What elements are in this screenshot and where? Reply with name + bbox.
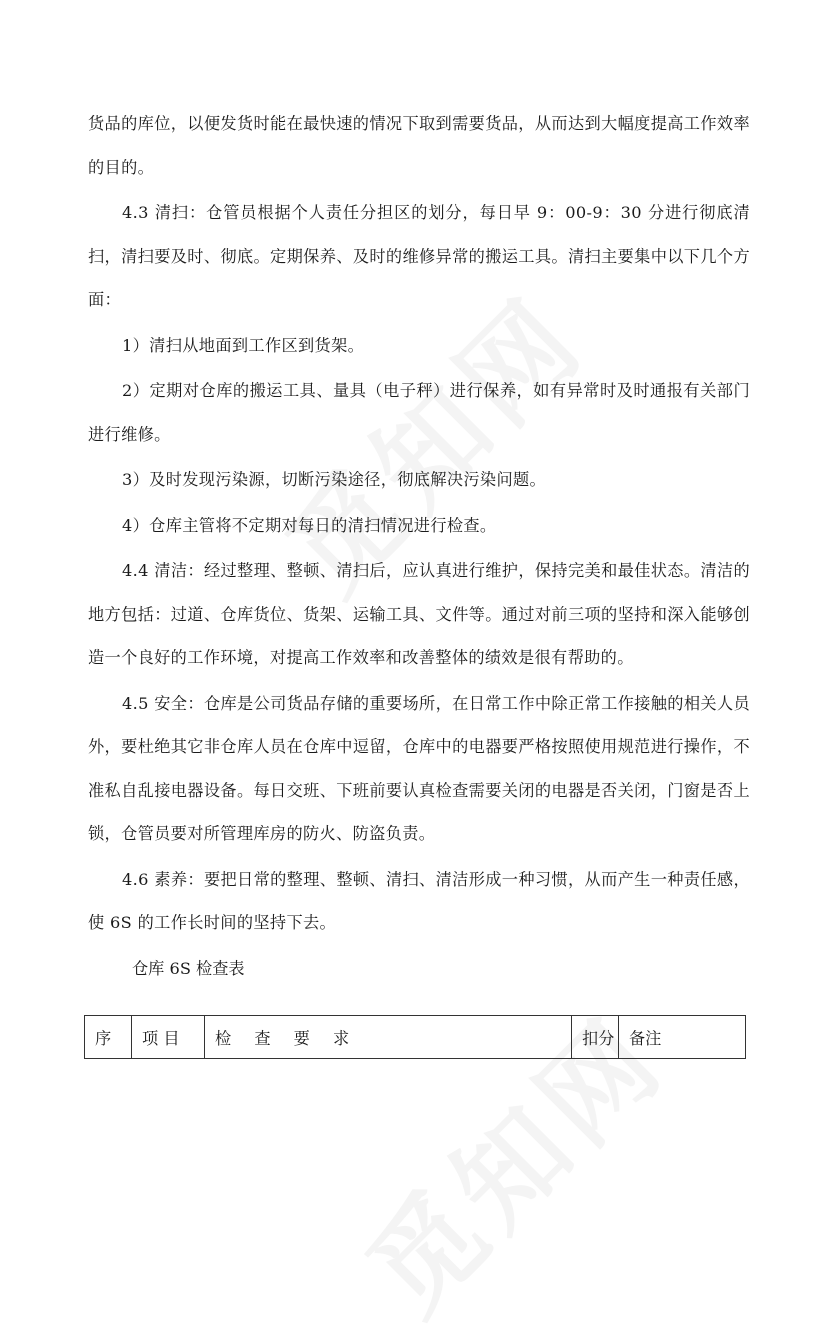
- paragraph-4-4-tidiness: 4.4 清洁：经过整理、整顿、清扫后，应认真进行维护，保持完美和最佳状态。清洁的地方包括：过道、仓库货位、货架、运输工具、文件等。通过对前三项的坚持和深入能够创造一个良好的工作环境，对提高工作效率和改善整体的绩效是很有帮助的。: [88, 561, 750, 667]
- header-deduction: 扣分: [572, 1016, 619, 1059]
- list-item-2: 2）定期对仓库的搬运工具、量具（电子秤）进行保养，如有异常时及时通报有关部门进行维修。: [88, 381, 750, 444]
- paragraph-4-6-discipline: 4.6 素养：要把日常的整理、整顿、清扫、清洁形成一种习惯，从而产生一种责任感，使 6S 的工作长时间的坚持下去。: [88, 869, 750, 932]
- header-item: 项 目: [132, 1016, 205, 1059]
- header-requirement: 检 查 要 求: [205, 1016, 572, 1059]
- list-item-1: 1）清扫从地面到工作区到货架。: [122, 335, 365, 355]
- table-title: 仓库 6S 检查表: [132, 958, 245, 978]
- paragraph-continuation: 货品的库位，以便发货时能在最快速的情况下取到需要货品，从而达到大幅度提高工作效率的目的。: [88, 114, 750, 177]
- table-header-row: [85, 1016, 746, 1059]
- paragraph-4-5-safety: 4.5 安全：仓库是公司货品存储的重要场所，在日常工作中除正常工作接触的相关人员外，要杜绝其它非仓库人员在仓库中逗留，仓库中的电器要严格按照使用规范进行操作，不准私自乱接电器设备。每日交班、下班前要认真检查需要关闭的电器是否关闭，门窗是否上锁，仓管员要对所管理库房的防火、防盗负责。: [88, 693, 750, 843]
- inspection-table: [84, 1015, 746, 1059]
- header-seq: 序: [85, 1016, 132, 1059]
- document-body: [88, 102, 750, 989]
- list-item-3: 3）及时发现污染源，切断污染途径，彻底解决污染问题。: [122, 470, 547, 489]
- paragraph-4-3-cleaning: 4.3 清扫：仓管员根据个人责任分担区的划分，每日早 9：00-9：30 分进行彻底清扫，清扫要及时、彻底。定期保养、及时的维修异常的搬运工具。清扫主要集中以下几个方面：: [88, 203, 750, 309]
- list-item-4: 4）仓库主管将不定期对每日的清扫情况进行检查。: [122, 515, 497, 535]
- header-notes: 备注: [619, 1016, 746, 1059]
